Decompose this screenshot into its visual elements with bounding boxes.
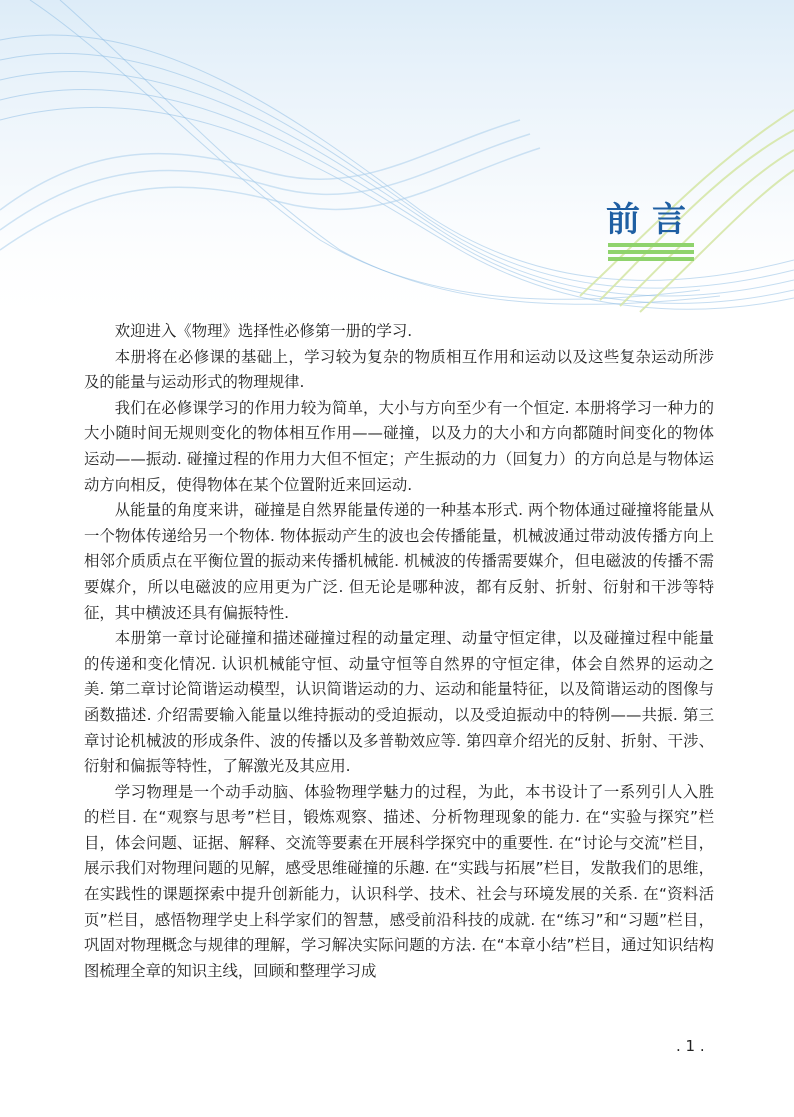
title-bar [608, 243, 694, 247]
page-title: 前言 [606, 200, 698, 240]
title-underline-bars [608, 243, 694, 264]
wave-decoration [0, 0, 794, 330]
paragraph: 本册第一章讨论碰撞和描述碰撞过程的动量定理、动量守恒定律，以及碰撞过程中能量的传递和变化情况. 认识机械能守恒、动量守恒等自然界的守恒定律，体会自然界的运动之美. 第二章讨论简谐运动模型，认识简谐运动的力、运动和能量特征，以及简谐运动的图像与函数描述. 介绍需要输入能量以维持振动的受迫振动，以及受迫振动中的特例——共振. 第三章讨论机械波的形成条件、波的传播以及多普勒效应等. 第四章介绍光的反射、折射、干涉、衍射和偏振等特性，了解激光及其应用. [84, 629, 714, 776]
title-bar [608, 250, 694, 254]
preface-body [84, 319, 714, 984]
title-bar [608, 257, 694, 261]
paragraph: 欢迎进入《物理》选择性必修第一册的学习. [114, 322, 413, 340]
paragraph: 我们在必修课学习的作用力较为简单，大小与方向至少有一个恒定. 本册将学习一种力的大小随时间无规则变化的物体相互作用——碰撞，以及力的大小和方向都随时间变化的物体运动——振动. 碰撞过程的作用力大但不恒定；产生振动的力（回复力）的方向总是与物体运动方向相反，使得物体在某个位置附近来回运动. [84, 398, 714, 494]
paragraph: 学习物理是一个动手动脑、体验物理学魅力的过程，为此，本书设计了一系列引人入胜的栏目. 在“观察与思考”栏目，锻炼观察、描述、分析物理现象的能力. 在“实验与探究”栏目，体会问题、证据、解释、交流等要素在开展科学探究中的重要性. 在“讨论与交流”栏目，展示我们对物理问题的见解，感受思维碰撞的乐趣. 在“实践与拓展”栏目，发散我们的思维，在实践性的课题探索中提升创新能力，认识科学、技术、社会与环境发展的关系. 在“资料活页”栏目，感悟物理学史上科学家们的智慧，感受前沿科技的成就. 在“练习”和“习题”栏目，巩固对物理概念与规律的理解，学习解决实际问题的方法. 在“本章小结”栏目，通过知识结构图梳理全章的知识主线，回顾和整理学习成 [84, 782, 714, 980]
paragraph: 从能量的角度来讲，碰撞是自然界能量传递的一种基本形式. 两个物体通过碰撞将能量从一个物体传递给另一个物体. 物体振动产生的波也会传播能量，机械波通过带动波传播方向上相邻介质质点在平衡位置的振动来传播机械能. 机械波的传播需要媒介，但电磁波的传播不需要媒介，所以电磁波的应用更为广泛. 但无论是哪种波，都有反射、折射、衍射和干涉等特征，其中横波还具有偏振特性. [84, 501, 714, 622]
paragraph: 本册将在必修课的基础上，学习较为复杂的物质相互作用和运动以及这些复杂运动所涉及的能量与运动形式的物理规律. [84, 347, 714, 392]
page-number: . 1 . [676, 1037, 705, 1055]
